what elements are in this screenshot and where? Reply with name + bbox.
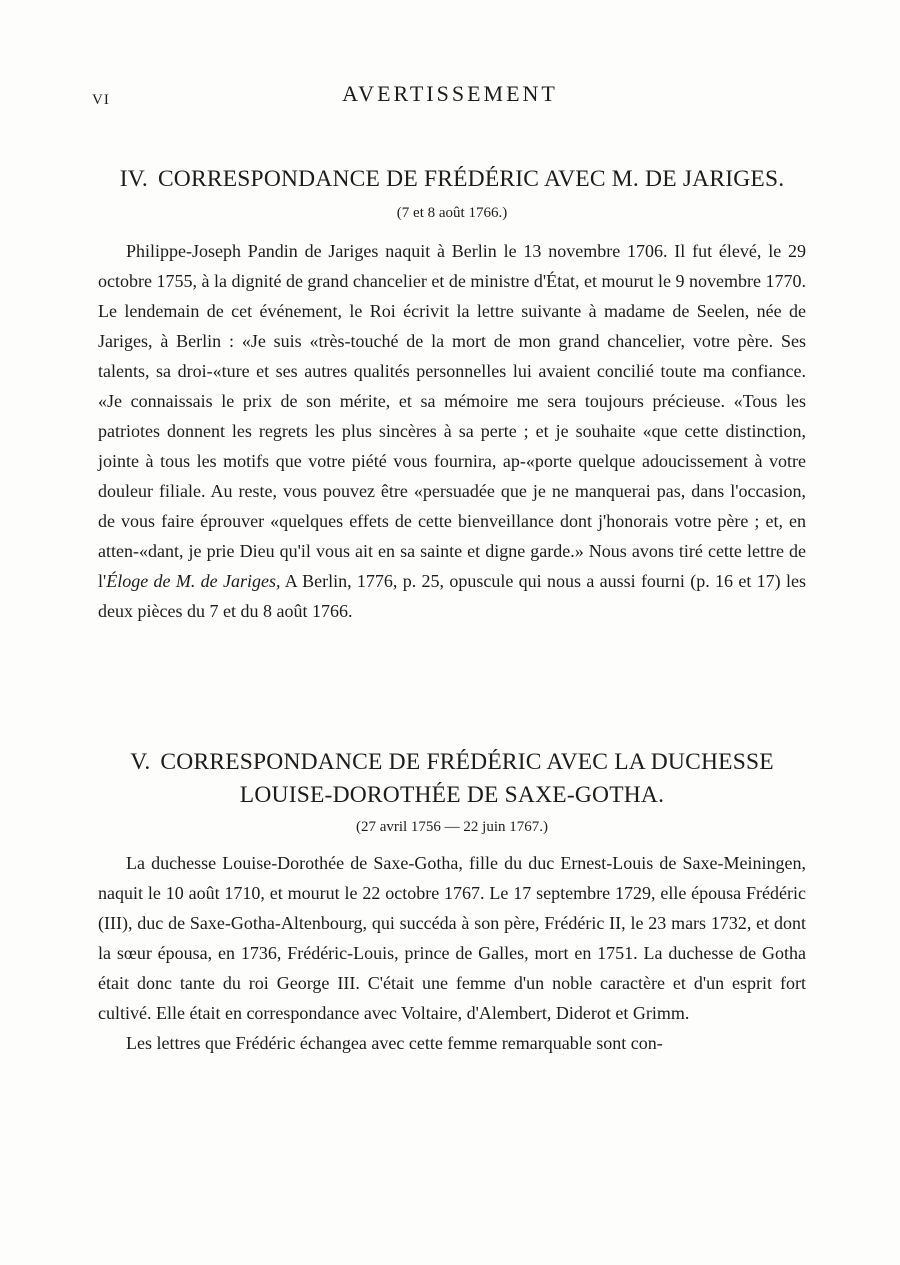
paragraph-text: Philippe-Joseph Pandin de Jariges naquit à Berlin le 13 novembre 1706. Il fut élevé, le 29 octobre 1755, à la dignité de grand chancelier et de ministre d'État, et mourut le 9 novembre 1770. Le lendemain de cet événement, le Roi écrivit la lettre suivante à madame de Seelen, née de Jariges, à Berlin : «Je suis «très-touché de la mort de mon grand chancelier, votre père. Ses talents, sa droi-«ture et ses autres qualités personnelles lui avaient concilié toute ma confiance. «Je connaissais le prix de son mérite, et sa mémoire me sera toujours précieuse. «Tous les patriotes donnent les regrets les plus sincères à sa perte ; et je souhaite «que cette distinction, jointe à tous les motifs que votre piété vous fournira, ap-«porte quelque adoucissement à votre douleur filiale. Au reste, vous pouvez être «persuadée que je ne manquerai pas, dans l'occasion, de vous faire éprouver «quelques effets de cette bienveillance dont j'honorais votre père ; et, en atten-«dant, je prie Dieu qu'il vous ait en sa sainte et digne garde.» Nous avons tiré cette lettre de l' (98, 241, 807, 591)
body-paragraph: Les lettres que Frédéric échangea avec cette femme remarquable sont con- (126, 1033, 663, 1053)
section-number: V. (130, 749, 151, 775)
section-title: CORRESPONDANCE DE FRÉDÉRIC AVEC M. DE JARIGES. (157, 166, 785, 192)
section-heading (98, 746, 806, 812)
body-paragraph (98, 236, 806, 626)
paragraph-text-continued: A Berlin, 1776, p. 25, opuscule qui nous a aussi fourni (p. 16 et 17) les deux pièces du 7 et du 8 août 1766. (98, 571, 806, 621)
section-v (98, 746, 806, 1058)
section-dates: (7 et 8 août 1766.) (396, 205, 508, 221)
page-number: VI (92, 92, 110, 108)
italic-book-title: Éloge de M. de Jariges, (106, 571, 281, 591)
section-title-line1: CORRESPONDANCE DE FRÉDÉRIC AVEC LA DUCHESSE (160, 749, 774, 775)
section-number: IV. (119, 166, 148, 192)
running-head: AVERTISSEMENT (342, 81, 558, 106)
body-paragraph: La duchesse Louise-Dorothée de Saxe-Gotha, fille du duc Ernest-Louis de Saxe-Meiningen, naquit le 10 août 1710, et mourut le 22 octobre 1767. Le 17 septembre 1729, elle épousa Frédéric (III), duc de Saxe-Gotha-Altenbourg, qui succéda à son père, Frédéric II, le 23 mars 1732, et dont la sœur épousa, en 1736, Frédéric-Louis, prince de Galles, mort en 1751. La duchesse de Gotha était donc tante du roi George III. C'était une femme d'un noble caractère et d'un esprit fort cultivé. Elle était en correspondance avec Voltaire, d'Alembert, Diderot et Grimm. (98, 853, 806, 1023)
section-dates: (27 avril 1756 — 22 juin 1767.) (355, 819, 549, 835)
section-title-line2: LOUISE-DOROTHÉE DE SAXE-GOTHA. (239, 782, 665, 808)
section-heading (98, 163, 806, 196)
section-iv (98, 163, 806, 626)
